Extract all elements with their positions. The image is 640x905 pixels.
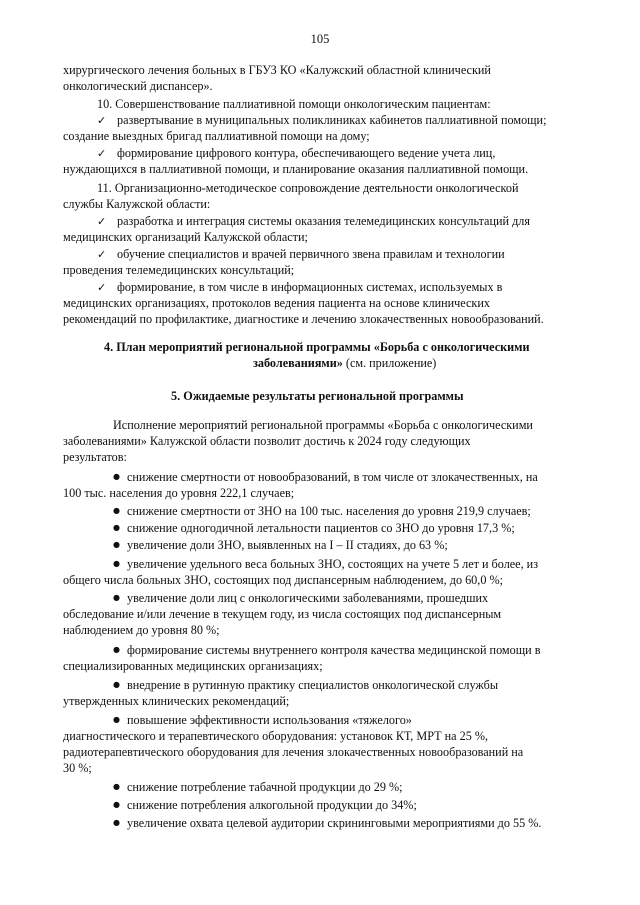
checkmark-icon (97, 113, 117, 127)
bullet-item (113, 537, 613, 553)
checklist-item (97, 213, 613, 230)
bullet-text: снижение смертности от ЗНО на 100 тыс. населения до уровня 219,9 случаев; (127, 504, 531, 518)
bullet-icon (113, 521, 127, 535)
checklist-text: развертывание в муниципальных поликлиниках кабинетов паллиативной помощи; (117, 113, 547, 127)
bullet-item (113, 797, 613, 813)
paragraph-line: радиотерапевтического оборудования для лечения злокачественных новообразований на (63, 745, 524, 759)
checklist-item (97, 145, 613, 162)
bullet-text: снижение одногодичной летальности пациентов со ЗНО до уровня 17,3 %; (127, 521, 515, 535)
paragraph-line: результатов: (63, 450, 127, 464)
paragraph-line: 100 тыс. населения до уровня 222,1 случаев; (63, 486, 295, 500)
section-heading-continued (253, 355, 613, 371)
paragraph-line: создание выездных бригад паллиативной помощи на дому; (63, 129, 370, 143)
checklist-text: формирование, в том числе в информационных системах, используемых в (117, 280, 503, 294)
bullet-text: снижение потребления алкогольной продукции до 34%; (127, 798, 417, 812)
heading-plain-text: (см. приложение) (342, 356, 437, 370)
bullet-icon (113, 470, 127, 484)
checklist-text: формирование цифрового контура, обеспечивающего ведение учета лиц, (117, 146, 496, 160)
checklist-item (97, 279, 613, 296)
paragraph-line: нуждающихся в паллиативной помощи, и планирование оказания паллиативной помощи. (63, 162, 529, 176)
paragraph-line: утвержденных клинических рекомендаций; (63, 694, 290, 708)
page-number: 105 (310, 32, 330, 46)
heading-bold-text: заболеваниями» (253, 356, 343, 370)
bullet-item (113, 677, 613, 693)
bullet-item (113, 642, 613, 658)
checkmark-icon (97, 214, 117, 228)
paragraph-line: медицинских организациях, протоколов ведения пациента на основе клинических (63, 296, 490, 310)
bullet-icon (113, 678, 127, 692)
bullet-icon (113, 504, 127, 518)
paragraph-line: наблюдением до уровня 80 %; (63, 623, 220, 637)
bullet-icon (113, 538, 127, 552)
checklist-item (97, 246, 613, 263)
bullet-icon (113, 591, 127, 605)
bullet-text: снижение смертности от новообразований, в том числе от злокачественных, на (127, 470, 538, 484)
paragraph-line: 30 %; (63, 761, 92, 775)
checkmark-icon (97, 280, 117, 294)
bullet-item (113, 815, 613, 831)
bullet-text: внедрение в рутинную практику специалистов онкологической службы (127, 678, 499, 692)
checklist-text: обучение специалистов и врачей первичного звена правилам и технологии (117, 247, 505, 261)
bullet-icon (113, 816, 127, 830)
paragraph-line: медицинских организаций Калужской области; (63, 230, 308, 244)
section-heading: 4. План мероприятий региональной программы «Борьба с онкологическими (104, 340, 530, 354)
bullet-item (113, 469, 613, 485)
bullet-text: увеличение доли лиц с онкологическими заболеваниями, прошедших (127, 591, 489, 605)
bullet-text: увеличение доли ЗНО, выявленных на I – II стадиях, до 63 %; (127, 538, 448, 552)
bullet-icon (113, 798, 127, 812)
bullet-icon (113, 780, 127, 794)
paragraph-line (63, 62, 613, 78)
bullet-item (113, 520, 613, 536)
paragraph-line: диагностического и терапевтического оборудования: установок КТ, МРТ на 25 %, (63, 729, 489, 743)
paragraph-line: обследование и/или лечение в текущем году, из числа состоящих под диспансерным (63, 607, 502, 621)
paragraph-line: заболеваниями» Калужской области позволит достичь к 2024 году следующих (63, 434, 471, 448)
list-item-title: 10. Совершенствование паллиативной помощи онкологическим пациентам: (97, 97, 491, 111)
bullet-item (113, 712, 613, 728)
bullet-item (113, 556, 613, 572)
bullet-text: увеличение охвата целевой аудитории скрининговыми мероприятиями до 55 %. (127, 816, 542, 830)
paragraph-line: рекомендаций по профилактике, диагностике и лечению злокачественных новообразований. (63, 312, 544, 326)
checkmark-icon (97, 146, 117, 160)
bullet-item (113, 503, 613, 519)
bullet-icon (113, 713, 127, 727)
bullet-icon (113, 643, 127, 657)
paragraph-line: общего числа больных ЗНО, состоящих под диспансерным наблюдением, до 60,0 %; (63, 573, 503, 587)
list-item-title: 11. Организационно-методическое сопровождение деятельности онкологической (97, 181, 519, 195)
bullet-text: повышение эффективности использования «тяжелого» (127, 713, 412, 727)
checklist-text: разработка и интеграция системы оказания телемедицинских консультаций для (117, 214, 530, 228)
bullet-item (113, 779, 613, 795)
bullet-text: формирование системы внутреннего контроля качества медицинской помощи в (127, 643, 541, 657)
paragraph-line: Исполнение мероприятий региональной программы «Борьба с онкологическими (113, 418, 533, 432)
paragraph-line: службы Калужской области: (63, 197, 211, 211)
bullet-text: увеличение удельного веса больных ЗНО, состоящих на учете 5 лет и более, из (127, 557, 539, 571)
paragraph-line: онкологический диспансер». (63, 79, 213, 93)
checkmark-icon (97, 247, 117, 261)
bullet-icon (113, 557, 127, 571)
bullet-text: снижение потребление табачной продукции до 29 %; (127, 780, 403, 794)
bullet-item (113, 590, 613, 606)
text-line: хирургического лечения больных в ГБУЗ КО «Калужский областной клинический (63, 63, 491, 77)
paragraph-line: проведения телемедицинских консультаций; (63, 263, 295, 277)
checklist-item (97, 112, 613, 129)
paragraph-line: специализированных медицинских организациях; (63, 659, 323, 673)
section-heading: 5. Ожидаемые результаты региональной программы (171, 389, 464, 403)
